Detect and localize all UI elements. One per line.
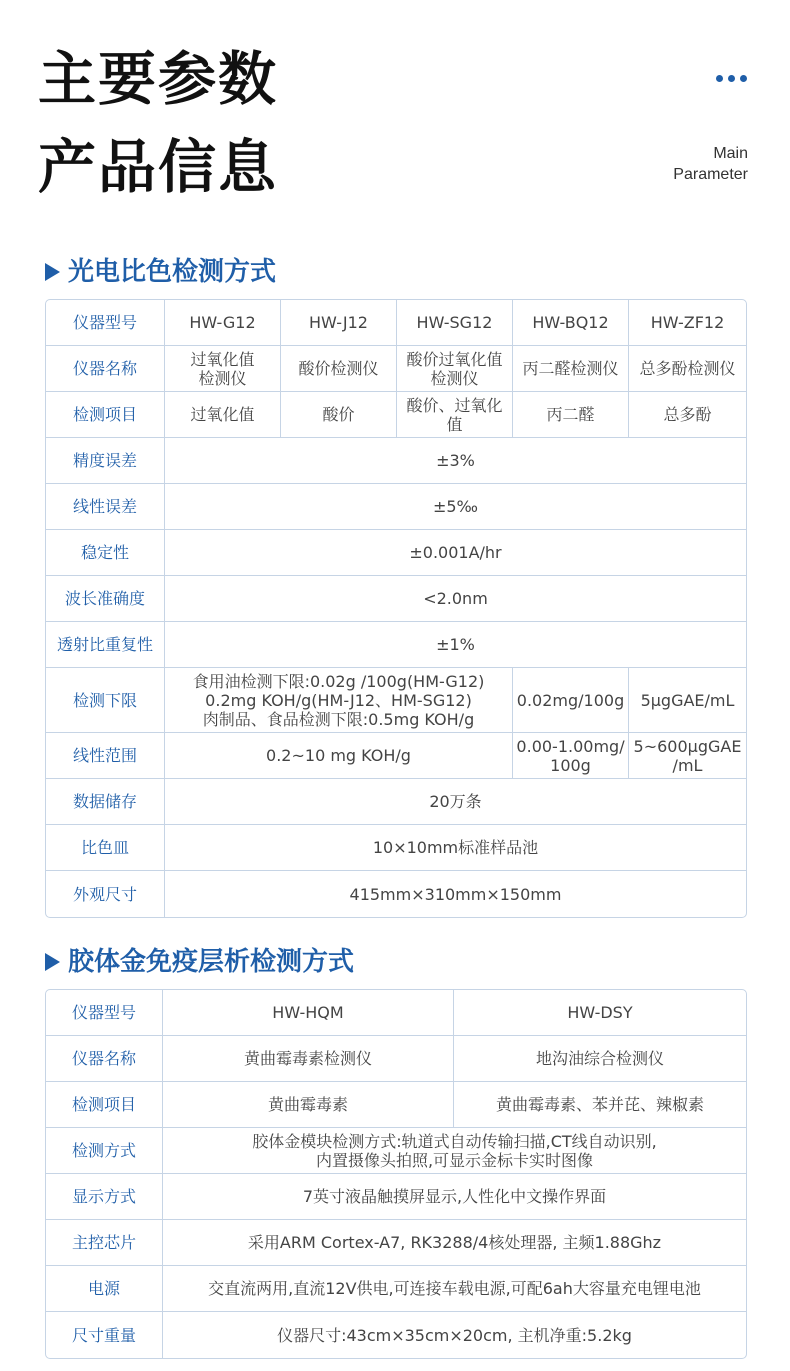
model-cell: HW-DSY <box>454 990 746 1036</box>
stability-value: ±0.001A/hr <box>165 530 746 576</box>
triangle-bullet-icon <box>45 263 60 281</box>
table-row <box>46 825 746 871</box>
english-subtitle-line1: Main <box>713 145 748 162</box>
english-subtitle-line2: Parameter <box>673 166 748 183</box>
linearity-error-value: ±5‰ <box>165 484 746 530</box>
row-label: 仪器型号 <box>46 300 165 346</box>
model-cell: HW-ZF12 <box>629 300 746 346</box>
row-label: 比色皿 <box>46 825 165 871</box>
page-title: 主要参数 <box>38 45 279 113</box>
model-cell: HW-J12 <box>281 300 397 346</box>
row-label: 显示方式 <box>46 1174 163 1220</box>
row-label: 仪器名称 <box>46 1036 163 1082</box>
dot-icon <box>728 75 735 82</box>
row-label: 线性范围 <box>46 733 165 779</box>
row-label: 检测项目 <box>46 1082 163 1128</box>
linear-range-bq: 0.00-1.00mg/ 100g <box>513 733 629 779</box>
page-subtitle: 产品信息 <box>38 133 279 201</box>
row-label: 透射比重复性 <box>46 622 165 668</box>
ellipsis-dots-icon[interactable] <box>716 75 747 82</box>
item-cell: 过氧化值 <box>165 392 281 438</box>
linear-range-zf: 5~600μgGAE /mL <box>629 733 746 779</box>
power-value: 交直流两用,直流12V供电,可连接车载电源,可配6ah大容量充电锂电池 <box>163 1266 746 1312</box>
table-row <box>46 1220 746 1266</box>
model-cell: HW-SG12 <box>397 300 513 346</box>
section2-title: 胶体金免疫层析检测方式 <box>68 947 355 977</box>
repeatability-value: ±1% <box>165 622 746 668</box>
table-row <box>46 1312 746 1358</box>
name-cell: 酸价检测仪 <box>281 346 397 392</box>
table-row <box>46 733 746 779</box>
section1-heading <box>45 259 276 285</box>
linear-range-main: 0.2~10 mg KOH/g <box>165 733 513 779</box>
table-row <box>46 1266 746 1312</box>
name-cell: 酸价过氧化值 检测仪 <box>397 346 513 392</box>
model-cell: HW-G12 <box>165 300 281 346</box>
table-row <box>46 779 746 825</box>
row-label: 线性误差 <box>46 484 165 530</box>
item-cell: 酸价、过氧化值 <box>397 392 513 438</box>
row-label: 主控芯片 <box>46 1220 163 1266</box>
dimensions-value: 415mm×310mm×150mm <box>349 884 562 904</box>
table-row <box>46 530 746 576</box>
table-row <box>46 990 746 1036</box>
precision-value: ±3% <box>165 438 746 484</box>
dot-icon <box>740 75 747 82</box>
chip-value: 采用ARM Cortex-A7, RK3288/4核处理器, 主频1.88Ghz <box>163 1220 746 1266</box>
row-label: 波长准确度 <box>46 576 165 622</box>
item-cell: 酸价 <box>281 392 397 438</box>
table-row <box>46 1082 746 1128</box>
row-label: 数据储存 <box>46 779 165 825</box>
table-row <box>46 1128 746 1174</box>
table-row <box>46 576 746 622</box>
size-weight-value: 仪器尺寸:43cm×35cm×20cm, 主机净重:5.2kg <box>277 1325 632 1345</box>
model-cell: HW-BQ12 <box>513 300 629 346</box>
triangle-bullet-icon <box>45 953 60 971</box>
item-cell: 黄曲霉毒素 <box>163 1082 454 1128</box>
model-cell: HW-HQM <box>163 990 454 1036</box>
colloidal-gold-spec-table <box>45 989 747 1359</box>
photoelectric-spec-table <box>45 299 747 918</box>
row-label: 检测项目 <box>46 392 165 438</box>
section2-heading <box>45 949 354 975</box>
row-label: 检测方式 <box>46 1128 163 1174</box>
lower-limit-bq: 0.02mg/100g <box>513 668 629 733</box>
table-row <box>46 1174 746 1220</box>
table-row <box>46 1036 746 1082</box>
row-label: 精度误差 <box>46 438 165 484</box>
row-label: 检测下限 <box>46 668 165 733</box>
table-row <box>46 484 746 530</box>
english-subtitle <box>673 143 748 185</box>
row-label: 外观尺寸 <box>46 871 165 917</box>
name-cell: 黄曲霉毒素检测仪 <box>163 1036 454 1082</box>
table-row <box>46 346 746 392</box>
table-row <box>46 668 746 733</box>
table-row <box>46 871 746 917</box>
item-cell: 黄曲霉毒素、苯并芘、辣椒素 <box>454 1082 746 1128</box>
name-cell: 总多酚检测仪 <box>629 346 746 392</box>
row-label: 稳定性 <box>46 530 165 576</box>
lower-limit-zf: 5μgGAE/mL <box>629 668 746 733</box>
cuvette-value: 10×10mm标准样品池 <box>165 825 746 871</box>
lower-limit-main: 食用油检测下限:0.02g /100g(HM-G12) 0.2mg KOH/g(HM-J12、HM-SG12) 肉制品、食品检测下限:0.5mg KOH/g <box>165 668 513 733</box>
table-row <box>46 392 746 438</box>
row-label: 电源 <box>46 1266 163 1312</box>
item-cell: 总多酚 <box>629 392 746 438</box>
wavelength-value: <2.0nm <box>165 576 746 622</box>
row-label: 仪器名称 <box>46 346 165 392</box>
section1-title: 光电比色检测方式 <box>68 257 277 287</box>
name-cell: 丙二醛检测仪 <box>513 346 629 392</box>
name-cell: 过氧化值 检测仪 <box>165 346 281 392</box>
name-cell: 地沟油综合检测仪 <box>454 1036 746 1082</box>
storage-value: 20万条 <box>165 779 746 825</box>
table-row <box>46 300 746 346</box>
method-value: 胶体金模块检测方式:轨道式自动传输扫描,CT线自动识别, 内置摄像头拍照,可显示金标卡实时图像 <box>163 1128 746 1174</box>
display-value: 7英寸液晶触摸屏显示,人性化中文操作界面 <box>163 1174 746 1220</box>
item-cell: 丙二醛 <box>513 392 629 438</box>
row-label: 尺寸重量 <box>46 1312 163 1358</box>
row-label: 仪器型号 <box>46 990 163 1036</box>
dot-icon <box>716 75 723 82</box>
table-row <box>46 622 746 668</box>
table-row <box>46 438 746 484</box>
